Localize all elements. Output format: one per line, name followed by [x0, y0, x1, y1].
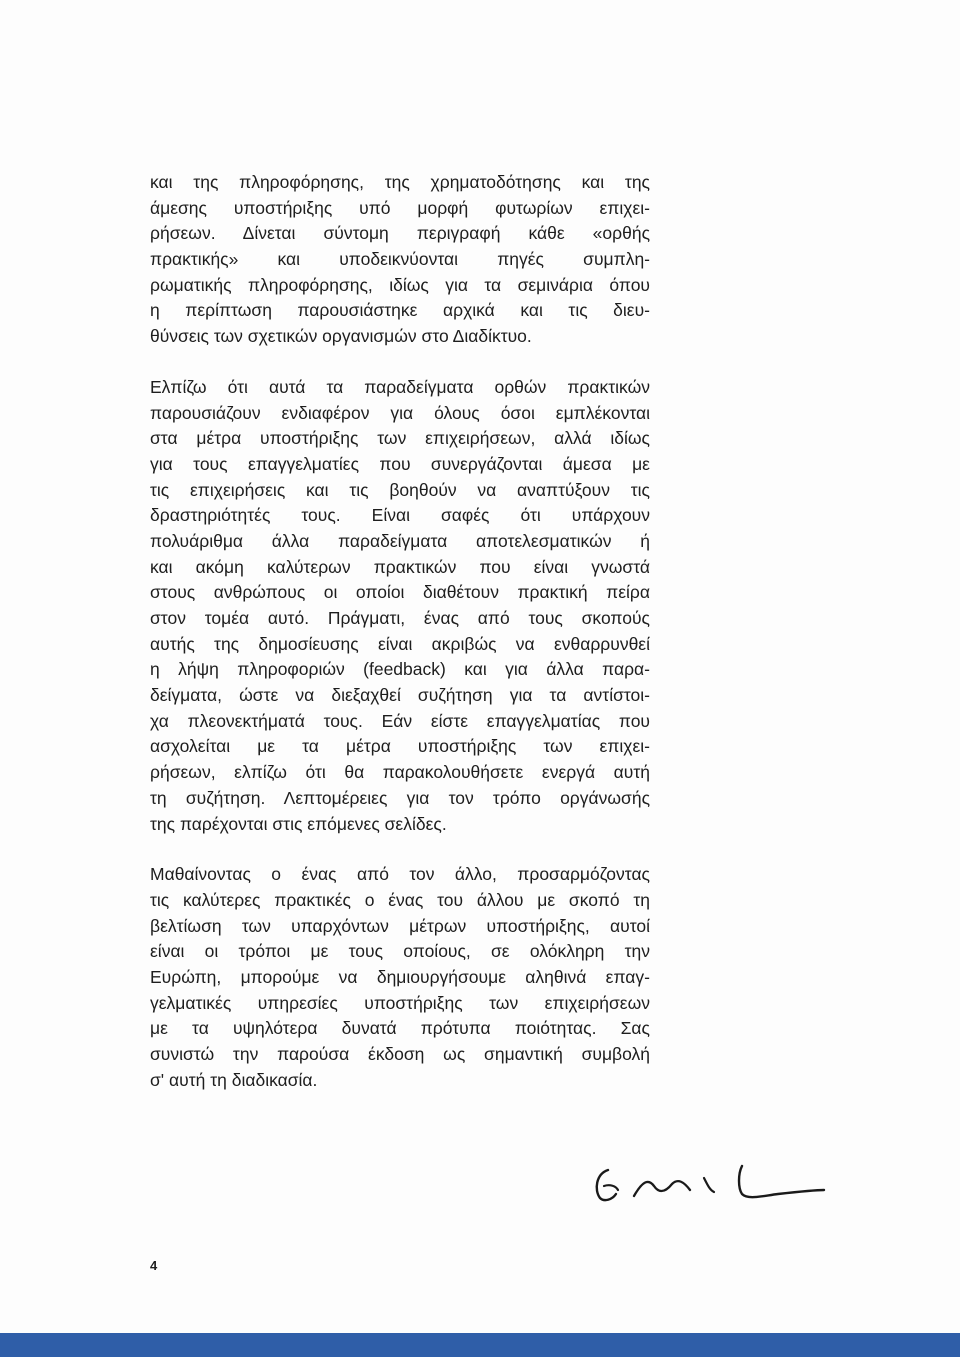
text-line: η λήψη πληροφοριών (feedback) και για άλλα παρα- — [150, 659, 650, 680]
text-line: τις επιχειρήσεις και τις βοηθούν να αναπτύξουν τις — [150, 479, 650, 500]
paragraph-1 — [150, 170, 650, 350]
text-line: στα μέτρα υποστήριξης των επιχειρήσεων, αλλά ιδίως — [150, 428, 650, 449]
text-line: τη συζήτηση. Λεπτομέρειες για τον τρόπο οργάνωσής — [150, 787, 650, 808]
text-line: αυτής της δημοσίευσης είναι ακριβώς να ενθαρρυνθεί — [150, 633, 650, 654]
text-line: πολυάριθμα άλλα παραδείγματα αποτελεσματικών ή — [150, 530, 650, 551]
text-line: σ' αυτή τη διαδικασία. — [150, 1069, 318, 1090]
text-line: πρακτικής» και υποδεικνύονται πηγές συμπλη- — [150, 249, 650, 270]
text-line: δραστηριότητές τους. Είναι σαφές ότι υπάρχουν — [150, 505, 650, 526]
text-line: και ακόμη καλύτερων πρακτικών που είναι γνωστά — [150, 556, 650, 577]
text-line: ρωματικής πληροφόρησης, ιδίως για τα σεμινάρια όπου — [150, 274, 650, 295]
text-line: γελματικές υπηρεσίες υποστήριξης των επιχειρήσεων — [150, 992, 650, 1013]
paragraph-spacer — [150, 837, 650, 862]
text-line: της παρέχονται στις επόμενες σελίδες. — [150, 813, 447, 834]
paragraph-spacer — [150, 350, 650, 375]
text-line: ασχολείται με τα μέτρα υποστήριξης των επιχει- — [150, 736, 650, 757]
text-line: άμεσης υποστήριξης υπό μορφή φυτωρίων επιχει- — [150, 197, 650, 218]
text-line: συνιστώ την παρούσα έκδοση ως σημαντική συμβολή — [150, 1044, 650, 1064]
text-line: Ελπίζω ότι αυτά τα παραδείγματα ορθών πρακτικών — [150, 376, 650, 397]
text-line: με τα υψηλότερα δυνατά πρότυπα ποιότητας. Σας — [150, 1018, 650, 1039]
paragraph-3 — [150, 862, 650, 1093]
text-line: βελτίωση των υπαρχόντων μέτρων υποστήριξης, αυτοί — [150, 915, 650, 936]
text-line: ρήσεων, ελπίζω ότι θα παρακολουθήσετε ενεργά αυτή — [150, 762, 650, 783]
paragraph-2 — [150, 375, 650, 837]
text-line: Ευρώπη, μπορούμε να δημιουργήσουμε αληθινά επαγ- — [150, 966, 650, 987]
text-line: στους ανθρώπους οι οποίοι διαθέτουν πρακτική πείρα — [150, 582, 650, 603]
text-line: χα πλεονεκτήματά τους. Εάν είστε επαγγελματίας που — [150, 710, 650, 731]
text-line: στον τομέα αυτό. Πράγματι, ένας από τους σκοπούς — [150, 608, 650, 628]
text-line: παρουσιάζουν ενδιαφέρον για όλους όσοι εμπλέκονται — [150, 402, 650, 423]
text-line: η περίπτωση παρουσιάστηκε αρχικά και τις διευ- — [150, 300, 650, 321]
bottom-color-band — [0, 1333, 960, 1357]
handwritten-signature — [592, 1160, 827, 1210]
text-line: Μαθαίνοντας ο ένας από τον άλλο, προσαρμόζοντας — [150, 864, 650, 885]
text-line: και της πληροφόρησης, της χρηματοδότησης και της — [150, 172, 650, 192]
text-line: τις καλύτερες πρακτικές ο ένας του άλλου με σκοπό τη — [150, 889, 650, 910]
text-line: δείγματα, ώστε να διεξαχθεί συζήτηση για τα αντίστοι- — [150, 685, 650, 706]
text-line: θύνσεις των σχετικών οργανισμών στο Διαδίκτυο. — [150, 326, 532, 347]
text-line: ρήσεων. Δίνεται σύντομη περιγραφή κάθε «ορθής — [150, 223, 650, 244]
text-line: είναι οι τρόποι με τους οποίους, σε ολόκληρη την — [150, 941, 650, 962]
text-line: για τους επαγγελματίες που συνεργάζονται άμεσα με — [150, 453, 650, 474]
page-number: 4 — [150, 1258, 158, 1273]
body-text — [150, 170, 650, 1093]
